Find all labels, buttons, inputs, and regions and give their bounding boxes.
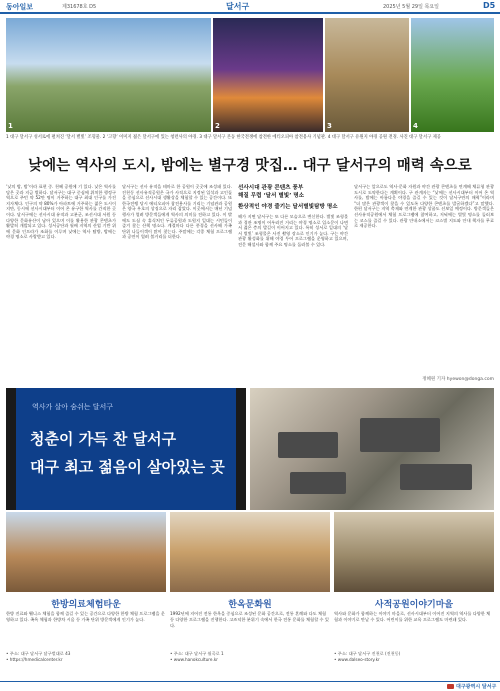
aerial-photo	[250, 388, 494, 510]
article-headline: 낮에는 역사의 도시, 밤에는 별구경 맛집… 대구 달서구의 매력 속으로	[28, 158, 472, 174]
column-text: 해가 지면 달서구는 또 다른 모습으로 변신한다. 별빛 조형물과 경관 조명이 어우러진 거리는 야경 명소로 입소문이 나면서 젊은 층의 발길이 이어지고 있다. 특히 성서로 일대의 ‘달서 별빛’ 조형물은 사진 촬영 장소로 인기가 높다. 구는 야간 관광 활성화를 위해 야경 투어 프로그램을 운영하고 있으며, 전문 해설사와 함께 주요 명소를 둘러볼 수 있다.	[238, 214, 348, 247]
photo-memorial-hall	[325, 18, 409, 132]
issue-number: 제31678호 D5	[62, 4, 97, 10]
hanok-roof	[360, 418, 440, 452]
subheading: 선사시대 관광 콘텐츠 풍부	[238, 185, 304, 191]
attraction-info: • 주소: 대구 달서구 달구벌대로 43 • https://hmedicalcenter.kr	[6, 651, 71, 662]
attraction-info: • 주소: 대구 달서구 진천로 (진천동) • www.dalseo-story.kr	[334, 651, 401, 662]
photo-strip	[6, 18, 494, 132]
photo-number: 4	[413, 122, 418, 130]
photo-number: 1	[8, 122, 13, 130]
attraction-title: 사적공원이야기마을	[374, 600, 454, 610]
subheading: 환상적인 야경 즐기는 달서별빛탐방 명소	[238, 204, 338, 210]
attraction-photo-3	[334, 512, 494, 592]
attraction-text: 1992년에 지어진 전통 한옥을 중심으로 조성된 문화 공간으로, 전통 혼례와 다도 체험 등 다양한 프로그램을 진행한다. 고즈넉한 분위기 속에서 한국 전통 문화를 체험할 수 있다.	[170, 611, 329, 628]
banner-line-2: 대구 최고 젊음이 살아있는 곳	[30, 458, 225, 476]
page-header	[0, 0, 500, 14]
district-logo: 대구광역시 달서구	[456, 684, 497, 690]
attraction-photo-1	[6, 512, 166, 592]
attraction-text: 한방 진료와 웰니스 체험을 함께 즐길 수 있는 공간으로 다양한 한방 체험 프로그램을 운영하고 있다. 족욕 체험과 한방차 시음 등 가족 단위 방문객에게 인기가 높다.	[6, 611, 165, 622]
article-column-4: 달서구는 앞으로도 역사·문화 자원과 야간 관광 콘텐츠를 연계해 체류형 관광 도시로 도약한다는 계획이다. 구 관계자는 “낮에는 선사시대부터 이어 온 역사를, 밤에는 아름다운 야경을 즐길 수 있는 것이 달서구만의 매력”이라며 “더 많은 관광객이 찾을 수 있도록 다양한 콘텐츠를 발굴하겠다”고 말했다. 한편 달서구는 지역 축제와 연계한 관광 상품도 선보일 예정이다. 방문객들은 선사유적공원에서 체험 프로그램에 참여하고, 저녁에는 별빛 명소를 둘러보는 코스를 즐길 수 있다. 관광 안내소에서는 코스별 지도와 안내 책자를 무료로 제공한다.	[354, 184, 494, 229]
page-number: D5	[483, 1, 496, 10]
publication-date: 2025년 5월 29일 목요일	[383, 4, 440, 10]
photo-number: 2	[215, 122, 220, 130]
subheading: 해질 무렵 ‘달서 별빛’ 명소	[238, 193, 305, 199]
photo-temple-night	[213, 18, 323, 132]
hanok-roof	[290, 472, 346, 494]
photo-dalseo-starlight	[6, 18, 211, 132]
photo-park	[411, 18, 494, 132]
newspaper-name: 동아일보	[6, 3, 34, 11]
promo-banner	[6, 388, 246, 510]
attraction-title: 한옥문화원	[228, 600, 272, 610]
attraction-info: • 주소: 대구 달서구 월곡로 1 • www.hanokculture.kr	[170, 651, 224, 662]
page-footer	[0, 681, 500, 691]
article-column-3	[238, 184, 348, 380]
banner-small-text: 역사가 살아 숨쉬는 달서구	[32, 403, 114, 411]
hanok-roof	[278, 432, 338, 458]
byline: 정혜원 기자 hyewon@donga.com	[422, 377, 494, 382]
attraction-title: 한방의료체험타운	[51, 600, 121, 610]
photo-caption: 1 대구 달서구 성서로에 펼쳐진 ‘달서 별빛’ 조형물. 2 ‘고향’ 이미지 젊은 달서구에 있는 청련사의 야경. 3 대구 달서구 본동 한국전쟁에 참전한 에티오피아 참전용사 기념관. 4 대구 달서구 유원지 야경 공원 전경. 사진 대구 달서구 제공	[6, 135, 441, 140]
section-title: 달서구	[226, 2, 250, 11]
hanok-roof	[400, 464, 472, 490]
article-column-2: 달서구는 선사 유적을 테마로 한 공원이 곳곳에 조성돼 있다. 진천동 선사유적공원은 국가 사적으로 지정된 입석과 고인돌을 중심으로 선사시대 생활상을 체험할 수 있는 공간이다. 또 한국전쟁 당시 에티오피아 참전용사를 기리는 기념관과 공원은 양국 우호의 상징으로 자리 잡았다. 이곳에서는 매년 기념 행사가 열려 방문객들에게 역사의 의미를 전하고 있다. 이 밖에도 도심 속 휴식처인 두류공원과 도원지 일대는 시민들이 즐겨 찾는 산책 명소다. 계절마다 다른 풍경을 선사해 가족 단위 나들이객이 많이 찾는다. 주말에는 각종 체험 프로그램과 공연이 열려 볼거리를 더한다.	[122, 184, 232, 240]
attraction-photo-2	[170, 512, 330, 592]
attraction-text: 역사와 문화가 함께하는 이야기 마을로, 선사시대부터 이어진 지역의 역사를 다양한 체험과 이야기로 만날 수 있다. 어린이를 위한 교육 프로그램도 마련돼 있다.	[334, 611, 491, 622]
banner-line-1: 청춘이 가득 찬 달서구	[30, 430, 177, 448]
photo-number: 3	[327, 122, 332, 130]
article-column-1: ‘낮의 밤, 밤’이라 표현 중. 천혜 공원에 기 있다. 낮은 역사를 담은 곳과 지금 별하다. 달서구는 대구 중심에 위치한 행정구역으로 주민 약 52만 명이 거주하는 대구 최대 인구를 가진 지자체다. 인구의 약 80%가 아파트에 거주하는 젊은 도시이지만, 동시에 선사시대부터 이어 온 유구한 역사를 간직한 곳이다. 달서구에는 선사시대 유적과 고분군, 조선시대 서원 등 다양한 문화유산이 남아 있으며 이를 활용한 관광 콘텐츠가 활발히 개발되고 있다. 성서공단과 월배 지역의 산업 기반 위에 문화 인프라가 조화를 이루며 낮에는 역사 탐방, 밤에는 야경 명소로 사랑받고 있다.	[6, 184, 116, 240]
